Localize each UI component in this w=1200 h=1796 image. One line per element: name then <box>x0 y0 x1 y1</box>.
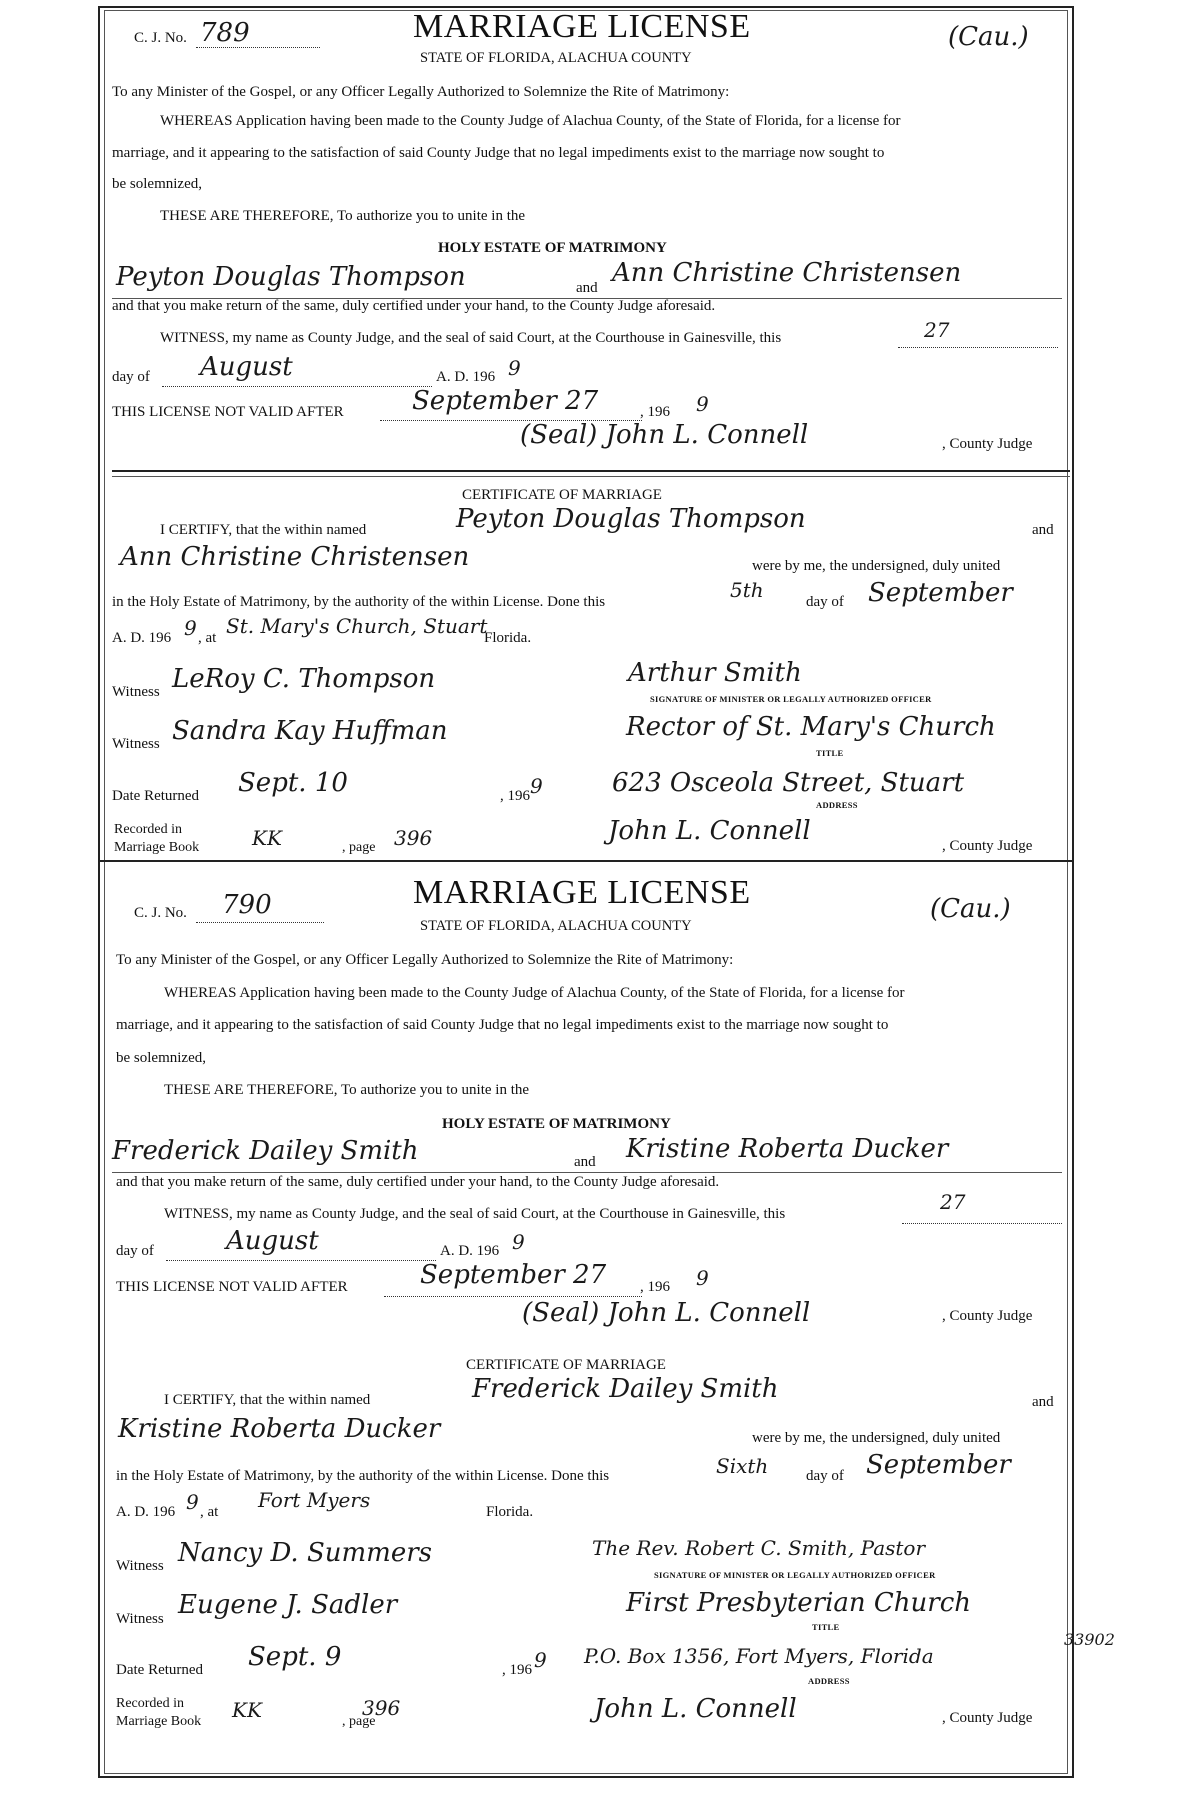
officer-address: P.O. Box 1356, Fort Myers, Florida <box>584 1644 934 1668</box>
year-196: , 196 <box>640 404 670 420</box>
address-label: ADDRESS <box>808 1676 850 1686</box>
month: August <box>226 1226 319 1256</box>
whereas-line-1: WHEREAS Application having been made to the County Judge of Alachua County, of the State of Florida, for a license for <box>160 113 901 129</box>
to-any-minister: To any Minister of the Gospel, or any Officer Legally Authorized to Solemnize the Rite of Matrimony: <box>112 84 730 100</box>
returned-year-196: , 196 <box>502 1662 532 1678</box>
done-day: Sixth <box>716 1454 769 1478</box>
license-subtitle: STATE OF FLORIDA, ALACHUA COUNTY <box>420 918 692 934</box>
title-label: TITLE <box>812 1622 840 1632</box>
month-line <box>166 1260 436 1261</box>
ad-label: A. D. 196 <box>440 1243 500 1259</box>
whereas-line-2: marriage, and it appearing to the satisfaction of said County Judge that no legal impediments exist to the marriage now sought to <box>112 145 885 161</box>
signature-label: SIGNATURE OF MINISTER OR LEGALLY AUTHORIZED OFFICER <box>654 1570 936 1580</box>
cert-bride: Kristine Roberta Ducker <box>118 1414 441 1444</box>
county-judge-label-2: , County Judge <box>942 838 1033 854</box>
done-month: September <box>868 578 1013 608</box>
groom-name: Frederick Dailey Smith <box>112 1136 419 1166</box>
cert-title: CERTIFICATE OF MARRIAGE <box>466 1357 666 1373</box>
i-certify: I CERTIFY, that the within named <box>160 522 367 538</box>
ad-at-label: A. D. 196 <box>112 630 172 646</box>
day-of-label: day of <box>112 369 150 385</box>
cj-line <box>196 922 324 923</box>
not-valid-year: 9 <box>696 392 709 416</box>
done-month: September <box>866 1450 1011 1480</box>
i-certify: I CERTIFY, that the within named <box>164 1392 371 1408</box>
book: KK <box>252 826 282 850</box>
officer-signature: The Rev. Robert C. Smith, Pastor <box>592 1536 926 1560</box>
not-valid-year: 9 <box>696 1266 709 1290</box>
were-by-me: were by me, the undersigned, duly united <box>752 558 1001 574</box>
year-digit: 9 <box>508 356 521 380</box>
returned-year-196: , 196 <box>500 788 530 804</box>
witness-day-line <box>902 1223 1062 1224</box>
returned-year-digit: 9 <box>530 774 543 798</box>
whereas-line-3: be solemnized, <box>112 176 202 192</box>
section-divider <box>112 470 1070 472</box>
corner-note: (Cau.) <box>930 894 1011 924</box>
witness-1: LeRoy C. Thompson <box>172 664 436 694</box>
bride-name: Kristine Roberta Ducker <box>626 1134 949 1164</box>
year-196: , 196 <box>640 1279 670 1295</box>
and-label-2: and <box>1032 1394 1054 1410</box>
officer-signature: Arthur Smith <box>628 658 802 688</box>
florida-label: Florida. <box>484 630 532 646</box>
florida-label: Florida. <box>486 1504 534 1520</box>
and-label-2: and <box>1032 522 1054 538</box>
date-returned: Sept. 9 <box>248 1642 342 1672</box>
whereas-line-3: be solemnized, <box>116 1050 206 1066</box>
names-line <box>112 1172 1062 1173</box>
witness-label-1: Witness <box>112 684 160 700</box>
not-valid-label: THIS LICENSE NOT VALID AFTER <box>112 404 344 420</box>
and-label: and <box>576 280 598 296</box>
page-number: 396 <box>362 1696 401 1720</box>
bride-name: Ann Christine Christensen <box>612 258 962 288</box>
to-any-minister: To any Minister of the Gospel, or any Officer Legally Authorized to Solemnize the Rite of Matrimony: <box>116 952 734 968</box>
witness-day: 27 <box>924 318 950 342</box>
witness-label-2: Witness <box>116 1611 164 1627</box>
judge-signature: (Seal) John L. Connell <box>522 1298 811 1328</box>
witness-2: Sandra Kay Huffman <box>172 716 448 746</box>
holy-estate: HOLY ESTATE OF MATRIMONY <box>438 240 667 256</box>
and-label: and <box>574 1154 596 1170</box>
cj-label: C. J. No. <box>134 905 187 921</box>
witness-label-2: Witness <box>112 736 160 752</box>
title-label: TITLE <box>816 748 844 758</box>
return-line: and that you make return of the same, duly certified under your hand, to the County Judge aforesaid. <box>116 1174 720 1190</box>
holy-estate-line: in the Holy Estate of Matrimony, by the authority of the within License. Done this <box>116 1468 610 1484</box>
recording-judge: John L. Connell <box>594 1694 797 1724</box>
witness-2: Eugene J. Sadler <box>178 1590 398 1620</box>
witness-day-line <box>898 347 1058 348</box>
book: KK <box>232 1698 262 1722</box>
recorded-in-label: Recorded in <box>114 822 183 837</box>
page-label: , page <box>342 840 376 855</box>
marriage-book-label: Marriage Book <box>116 1714 202 1729</box>
at-label: , at <box>200 1504 219 1520</box>
recording-judge: John L. Connell <box>608 816 811 846</box>
page-label: , page <box>342 1714 376 1729</box>
section-divider-2 <box>112 476 1070 477</box>
ad-at-label: A. D. 196 <box>116 1504 176 1520</box>
therefore-line: THESE ARE THEREFORE, To authorize you to unite in the <box>160 208 526 224</box>
not-valid-label: THIS LICENSE NOT VALID AFTER <box>116 1279 348 1295</box>
license-separator <box>100 860 1072 862</box>
county-judge-label-2: , County Judge <box>942 1710 1033 1726</box>
county-judge-label: , County Judge <box>942 436 1033 452</box>
cert-bride: Ann Christine Christensen <box>120 542 470 572</box>
therefore-line: THESE ARE THEREFORE, To authorize you to unite in the <box>164 1082 530 1098</box>
judge-signature: (Seal) John L. Connell <box>520 420 809 450</box>
date-returned: Sept. 10 <box>238 768 348 798</box>
year-digit: 9 <box>512 1230 525 1254</box>
were-by-me: were by me, the undersigned, duly united <box>752 1430 1001 1446</box>
day-of-label: day of <box>116 1243 154 1259</box>
holy-estate-line: in the Holy Estate of Matrimony, by the authority of the within License. Done this <box>112 594 606 610</box>
cert-year-digit: 9 <box>186 1490 199 1514</box>
signature-label: SIGNATURE OF MINISTER OR LEGALLY AUTHORIZED OFFICER <box>650 694 932 704</box>
whereas-line-2: marriage, and it appearing to the satisfaction of said County Judge that no legal impediments exist to the marriage now sought to <box>116 1017 889 1033</box>
whereas-line-1: WHEREAS Application having been made to the County Judge of Alachua County, of the State of Florida, for a license for <box>164 985 905 1001</box>
county-judge-label: , County Judge <box>942 1308 1033 1324</box>
witness-label-1: Witness <box>116 1558 164 1574</box>
returned-year-digit: 9 <box>534 1648 547 1672</box>
officer-title: First Presbyterian Church <box>626 1588 972 1618</box>
groom-name: Peyton Douglas Thompson <box>116 262 466 292</box>
day-of-short: day of <box>806 1468 844 1484</box>
zip-code: 33902 <box>1064 1630 1115 1649</box>
cert-groom: Peyton Douglas Thompson <box>456 504 806 534</box>
cert-year-digit: 9 <box>184 616 197 640</box>
recorded-in-label: Recorded in <box>116 1696 185 1711</box>
month: August <box>200 352 293 382</box>
marriage-book-label: Marriage Book <box>114 840 200 855</box>
corner-note: (Cau.) <box>948 22 1029 52</box>
place: St. Mary's Church, Stuart <box>226 614 488 638</box>
done-day: 5th <box>730 578 764 602</box>
not-valid-date: September 27 <box>420 1260 607 1290</box>
ad-label: A. D. 196 <box>436 369 496 385</box>
license-title: MARRIAGE LICENSE <box>413 874 751 911</box>
witness-1: Nancy D. Summers <box>178 1538 432 1568</box>
place: Fort Myers <box>258 1488 371 1512</box>
witness-text: WITNESS, my name as County Judge, and the seal of said Court, at the Courthouse in Gainesville, this <box>160 330 782 346</box>
cert-title: CERTIFICATE OF MARRIAGE <box>462 487 662 503</box>
address-label: ADDRESS <box>816 800 858 810</box>
cj-number: 790 <box>222 890 272 920</box>
license-title: MARRIAGE LICENSE <box>413 8 751 45</box>
month-line <box>162 386 432 387</box>
not-valid-date: September 27 <box>412 386 599 416</box>
cert-groom: Frederick Dailey Smith <box>472 1374 779 1404</box>
date-returned-label: Date Returned <box>112 788 200 804</box>
witness-text: WITNESS, my name as County Judge, and the seal of said Court, at the Courthouse in Gainesville, this <box>164 1206 786 1222</box>
witness-day: 27 <box>940 1190 966 1214</box>
cj-number: 789 <box>200 18 250 48</box>
day-of-short: day of <box>806 594 844 610</box>
holy-estate: HOLY ESTATE OF MATRIMONY <box>442 1116 671 1132</box>
not-valid-line <box>384 1296 642 1297</box>
page-number: 396 <box>394 826 433 850</box>
date-returned-label: Date Returned <box>116 1662 204 1678</box>
cj-label: C. J. No. <box>134 30 187 46</box>
officer-address: 623 Osceola Street, Stuart <box>612 768 965 798</box>
officer-title: Rector of St. Mary's Church <box>626 712 996 742</box>
license-subtitle: STATE OF FLORIDA, ALACHUA COUNTY <box>420 50 692 66</box>
return-line: and that you make return of the same, duly certified under your hand, to the County Judge aforesaid. <box>112 298 716 314</box>
at-label: , at <box>198 630 217 646</box>
